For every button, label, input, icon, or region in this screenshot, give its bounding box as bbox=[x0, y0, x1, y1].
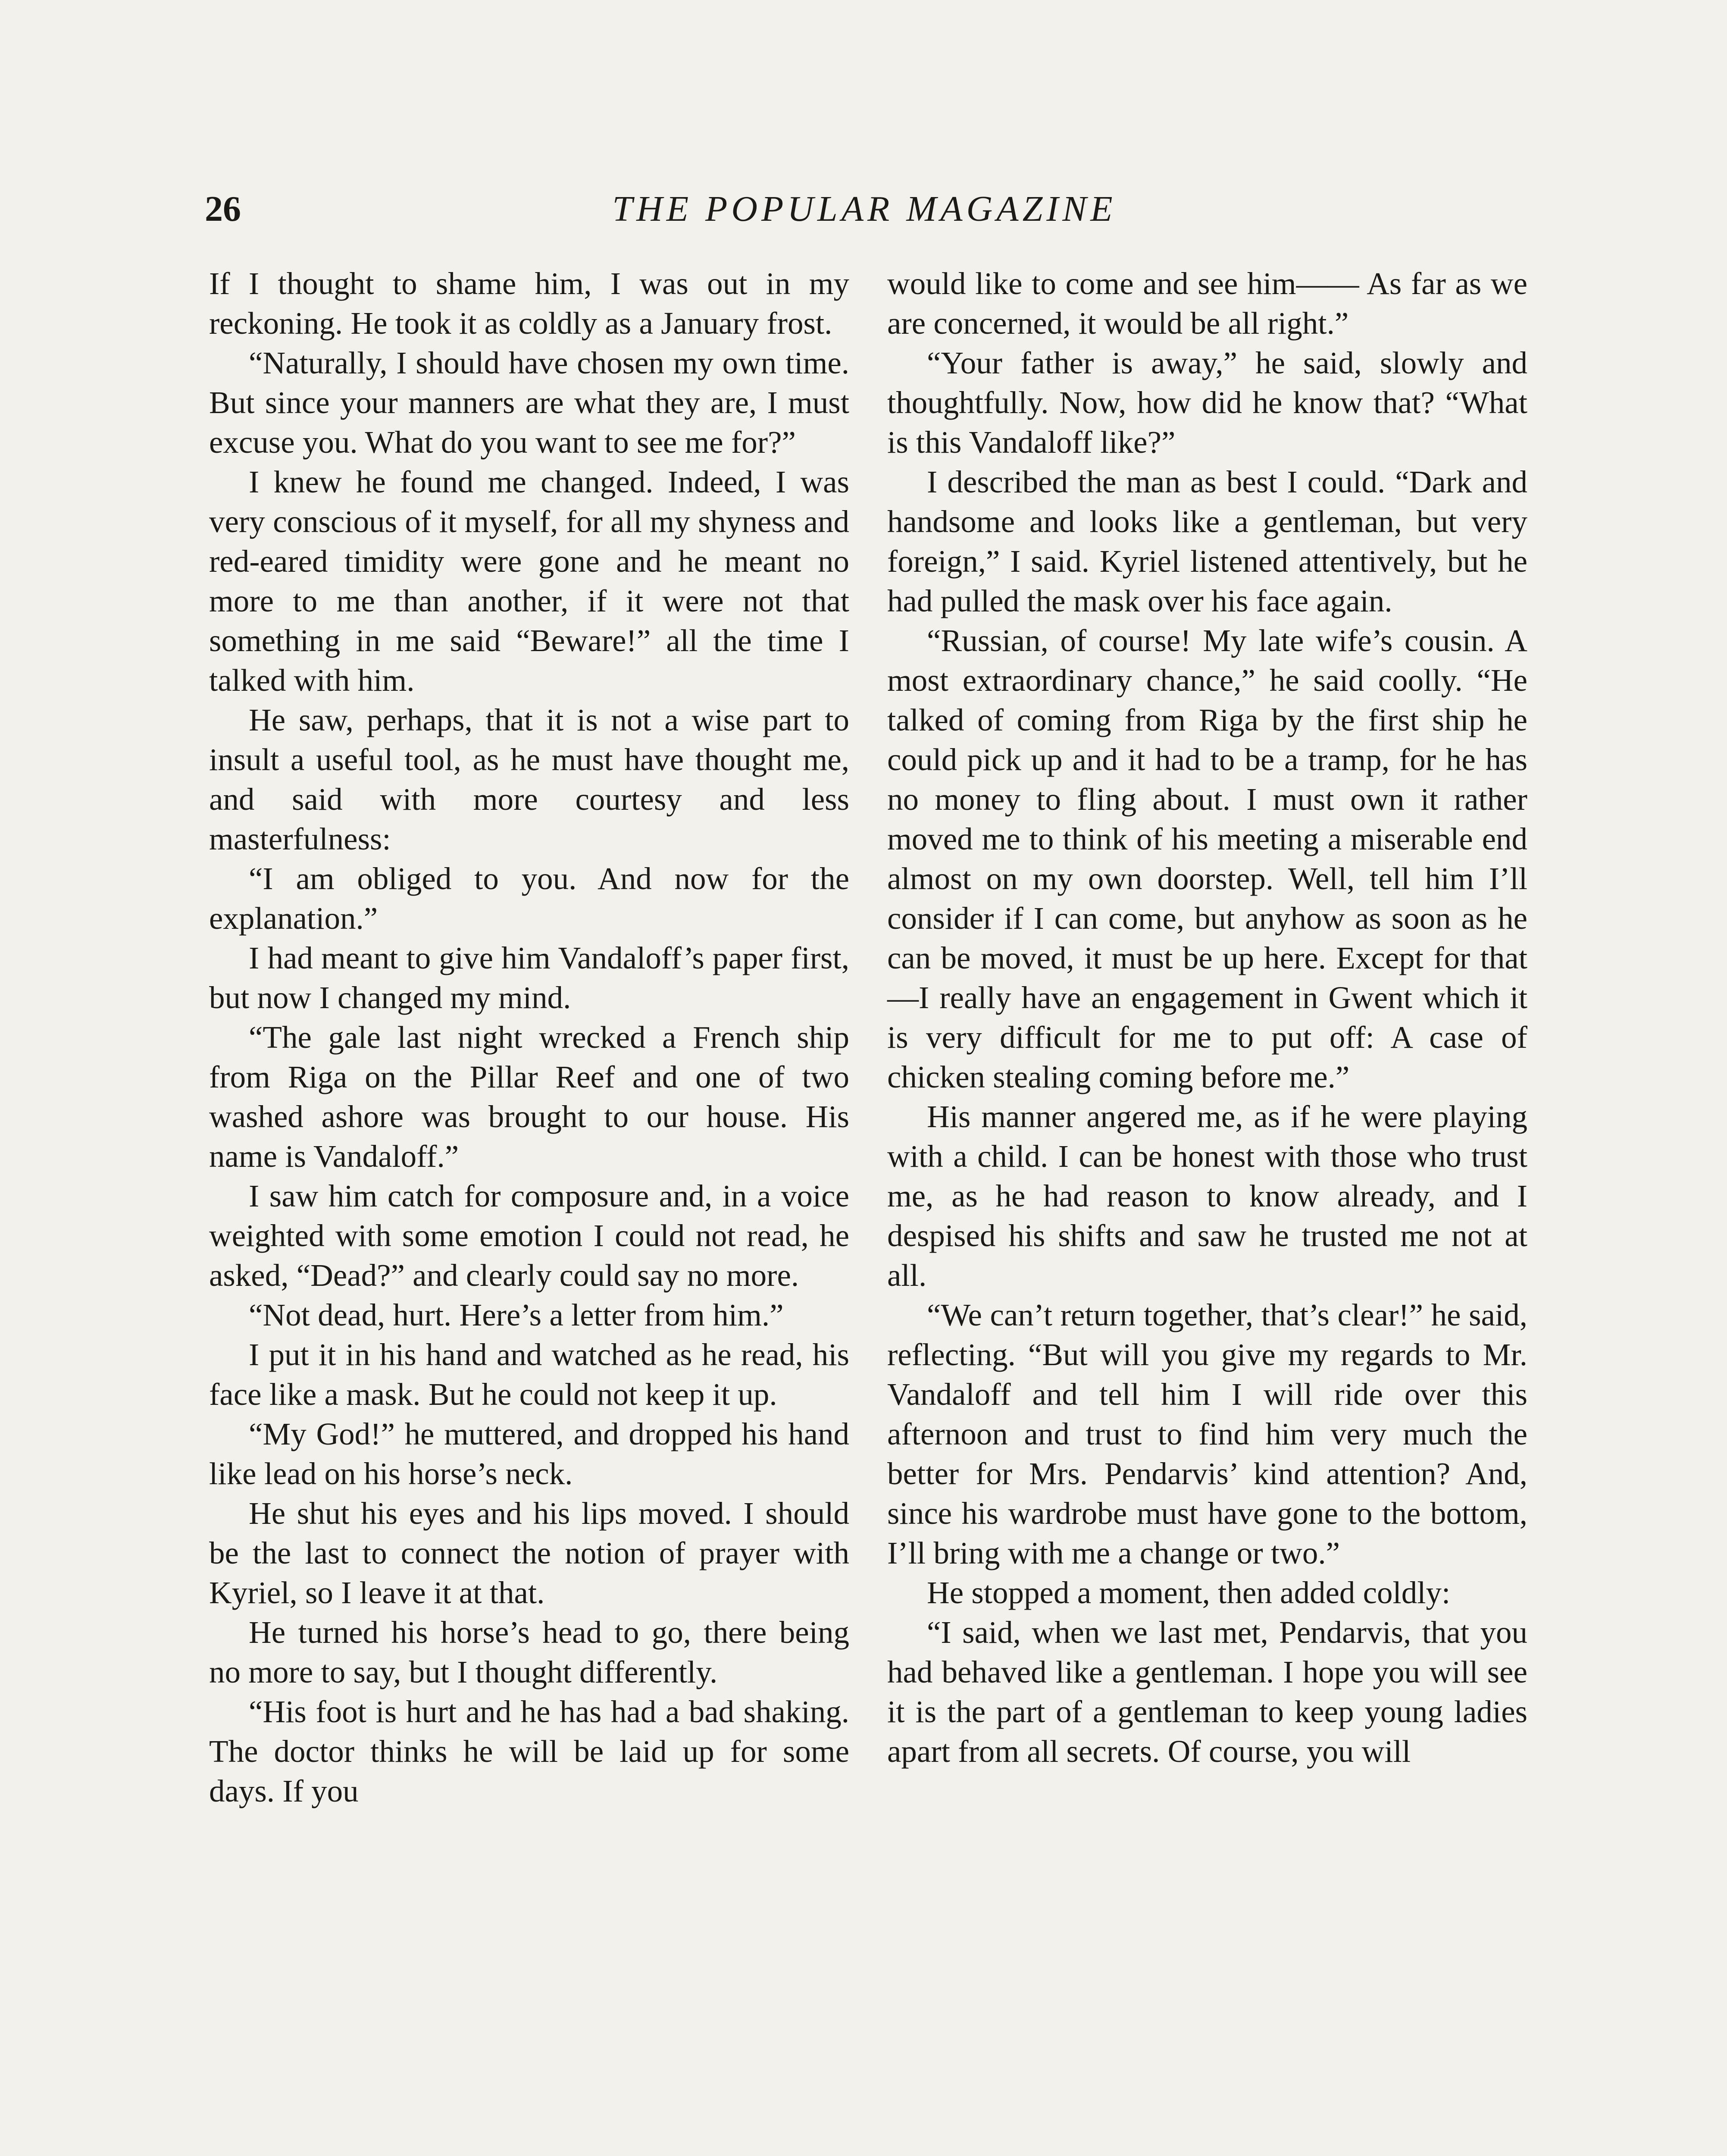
page-number: 26 bbox=[205, 189, 241, 229]
paragraph: I put it in his hand and watched as he read, his face like a mask. But he could not keep it up. bbox=[209, 1337, 849, 1412]
paragraph: He turned his horse’s head to go, there being no more to say, but I thought differently. bbox=[209, 1615, 849, 1689]
paragraph: “I am obliged to you. And now for the explanation.” bbox=[209, 861, 849, 936]
left-column bbox=[209, 264, 849, 1811]
running-head: THE POPULAR MAGAZINE bbox=[612, 189, 1117, 229]
right-column bbox=[887, 264, 1527, 1771]
paragraph: I knew he found me changed. Indeed, I was very conscious of it myself, for all my shyness and red-eared timidity were gone and he meant no more to me than another, if it were not that something in me said “Beware!” all the time I talked with him. bbox=[209, 464, 849, 698]
paragraph: He shut his eyes and his lips moved. I should be the last to connect the notion of prayer with Kyriel, so I leave it at that. bbox=[209, 1496, 849, 1610]
paragraph: “Russian, of course! My late wife’s cousin. A most extraordinary chance,” he said coolly. “He talked of coming from Riga by the first ship he could pick up and it had to be a tramp, for he has no money to fling about. I must own it rather moved me to think of his meeting a miserable end almost on my own doorstep. Well, tell him I’ll consider if I can come, but anyhow as soon as he can be moved, it must be up here. Except for that—I really have an engagement in Gwent which it is very difficult for me to put off: A case of chicken stealing coming before me.” bbox=[887, 623, 1527, 1094]
paragraph: “The gale last night wrecked a French ship from Riga on the Pillar Reef and one of two washed ashore was brought to our house. His name is Vandaloff.” bbox=[209, 1020, 849, 1174]
paragraph: “His foot is hurt and he has had a bad shaking. The doctor thinks he will be laid up for some days. If you bbox=[209, 1694, 849, 1808]
paragraph: I described the man as best I could. “Dark and handsome and looks like a gentleman, but very foreign,” I said. Kyriel listened attentively, but he had pulled the mask over his face again. bbox=[887, 464, 1527, 618]
paragraph: “My God!” he muttered, and dropped his hand like lead on his horse’s neck. bbox=[209, 1416, 849, 1491]
paragraph: “Naturally, I should have chosen my own time. But since your manners are what they are, I must excuse you. What do you want to see me for?” bbox=[209, 345, 849, 460]
paragraph: “I said, when we last met, Pendarvis, that you had behaved like a gentleman. I hope you will see it is the part of a gentleman to keep young ladies apart from all secrets. Of course, you will bbox=[887, 1615, 1527, 1769]
paragraph: If I thought to shame him, I was out in my reckoning. He took it as coldly as a January frost. bbox=[209, 266, 849, 341]
page-header bbox=[205, 183, 1524, 235]
paragraph: He saw, perhaps, that it is not a wise part to insult a useful tool, as he must have thought me, and said with more courtesy and less masterfulness: bbox=[209, 702, 849, 856]
paragraph: “Your father is away,” he said, slowly and thoughtfully. Now, how did he know that? “What is this Vandaloff like?” bbox=[887, 345, 1527, 460]
paragraph: He stopped a moment, then added coldly: bbox=[927, 1575, 1451, 1610]
paragraph: His manner angered me, as if he were playing with a child. I can be honest with those who trust me, as he had reason to know already, and I despised his shifts and saw he trusted me not at all. bbox=[887, 1099, 1527, 1293]
paragraph: I had meant to give him Vandaloff’s paper first, but now I changed my mind. bbox=[209, 940, 849, 1015]
paragraph: “Not dead, hurt. Here’s a letter from him.” bbox=[249, 1297, 784, 1332]
paragraph: I saw him catch for composure and, in a voice weighted with some emotion I could not read, he asked, “Dead?” and clearly could say no more. bbox=[209, 1178, 849, 1293]
paragraph: would like to come and see him—— As far as we are concerned, it would be all right.” bbox=[887, 266, 1527, 341]
paragraph: “We can’t return together, that’s clear!” he said, reflecting. “But will you give my regards to Mr. Vandaloff and tell him I will ride over this afternoon and trust to find him very much the better for Mrs. Pendarvis’ kind attention? And, since his wardrobe must have gone to the bottom, I’ll bring with me a change or two.” bbox=[887, 1297, 1527, 1570]
